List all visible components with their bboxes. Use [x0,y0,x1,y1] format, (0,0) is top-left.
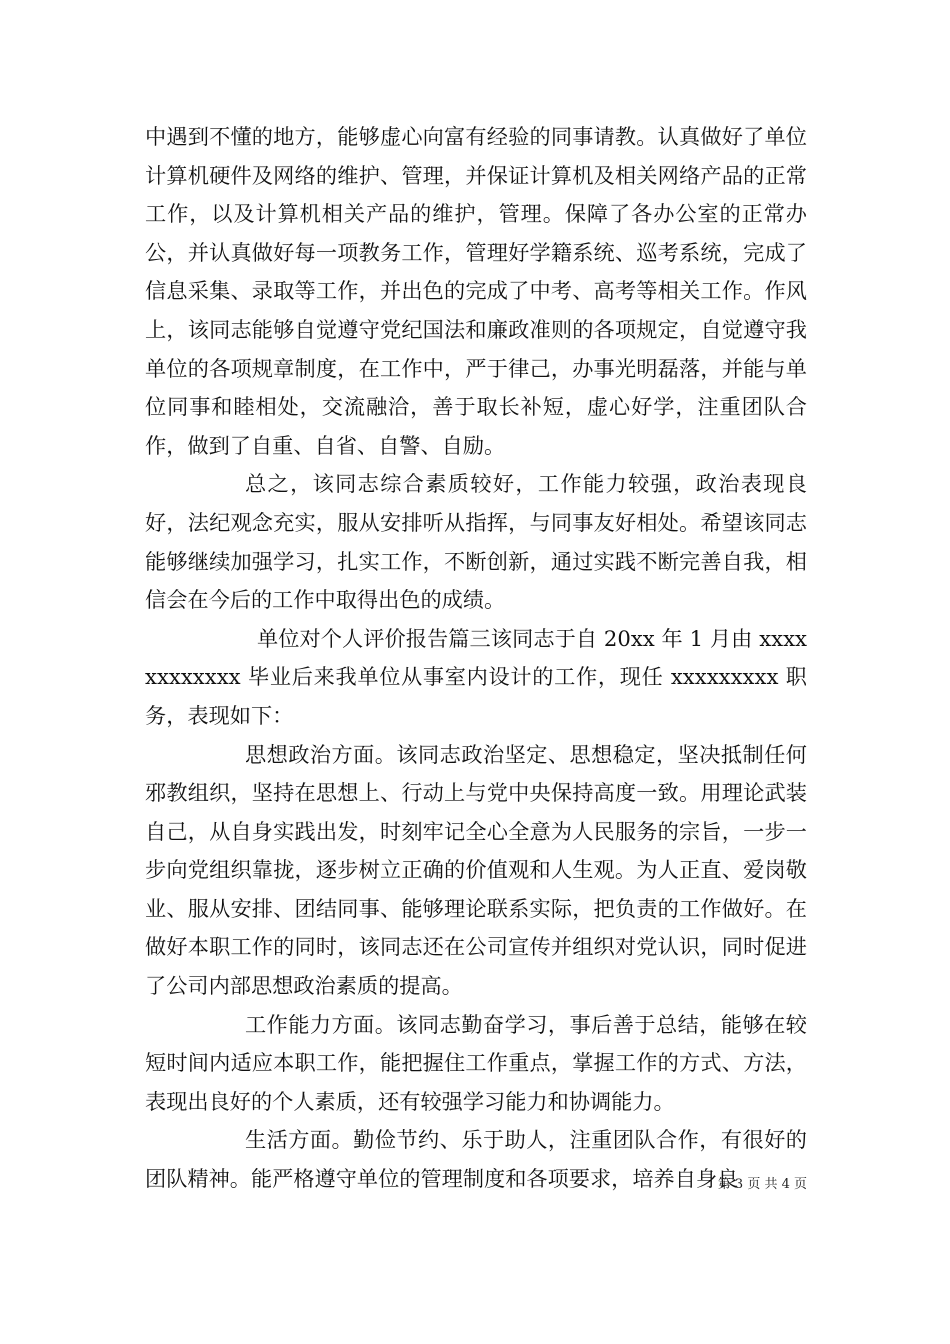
paragraph-continuation: 中遇到不懂的地方，能够虚心向富有经验的同事请教。认真做好了单位计算机硬件及网络的维护、管理，并保证计算机及相关网络产品的正常工作，以及计算机相关产品的维护，管理。保障了各办公室的正常办公，并认真做好每一项教务工作，管理好学籍系统、巡考系统，完成了信息采集、录取等工作，并出色的完成了中考、高考等相关工作。作风上，该同志能够自觉遵守党纪国法和廉政准则的各项规定，自觉遵守我单位的各项规章制度，在工作中，严于律己，办事光明磊落，并能与单位同事和睦相处，交流融洽，善于取长补短，虚心好学，注重团队合作，做到了自重、自省、自警、自励。 [145,124,807,458]
paragraph-summary: 总之，该同志综合素质较好，工作能力较强，政治表现良好，法纪观念充实，服从安排听从指挥，与同事友好相处。希望该同志能够继续加强学习，扎实工作，不断创新，通过实践不断完善自我，相信会在今后的工作中取得出色的成绩。 [145,471,807,613]
paragraph-life: 生活方面。勤俭节约、乐于助人，注重团队合作，有很好的团队精神。能严格遵守单位的管理制度和各项要求，培养自身良 [145,1127,807,1192]
document-body [145,118,807,1199]
paragraph-political: 思想政治方面。该同志政治坚定、思想稳定，坚决抵制任何邪教组织，坚持在思想上、行动上与党中央保持高度一致。用理论武装自己，从自身实践出发，时刻牢记全心全意为人民服务的宗旨，一步一步向党组织靠拢，逐步树立正确的价值观和人生观。为人正直、爱岗敬业、服从安排、团结同事、能够理论联系实际，把负责的工作做好。在做好本职工作的同时，该同志还在公司宣传并组织对党认识，同时促进了公司内部思想政治素质的提高。 [145,741,807,999]
paragraph-work-ability: 工作能力方面。该同志勤奋学习，事后善于总结，能够在较短时间内适应本职工作，能把握住工作重点，掌握工作的方式、方法，表现出良好的个人素质，还有较强学习能力和协调能力。 [145,1011,807,1114]
page-number-footer: 第 3 页 共 4 页 [717,1177,807,1192]
paragraph-report-intro: 单位对个人评价报告篇三该同志于自 20xx 年 1 月由 xxxxxxxxxxxx 毕业后来我单位从事室内设计的工作，现任 xxxxxxxxx 职务，表现如下： [145,625,807,728]
